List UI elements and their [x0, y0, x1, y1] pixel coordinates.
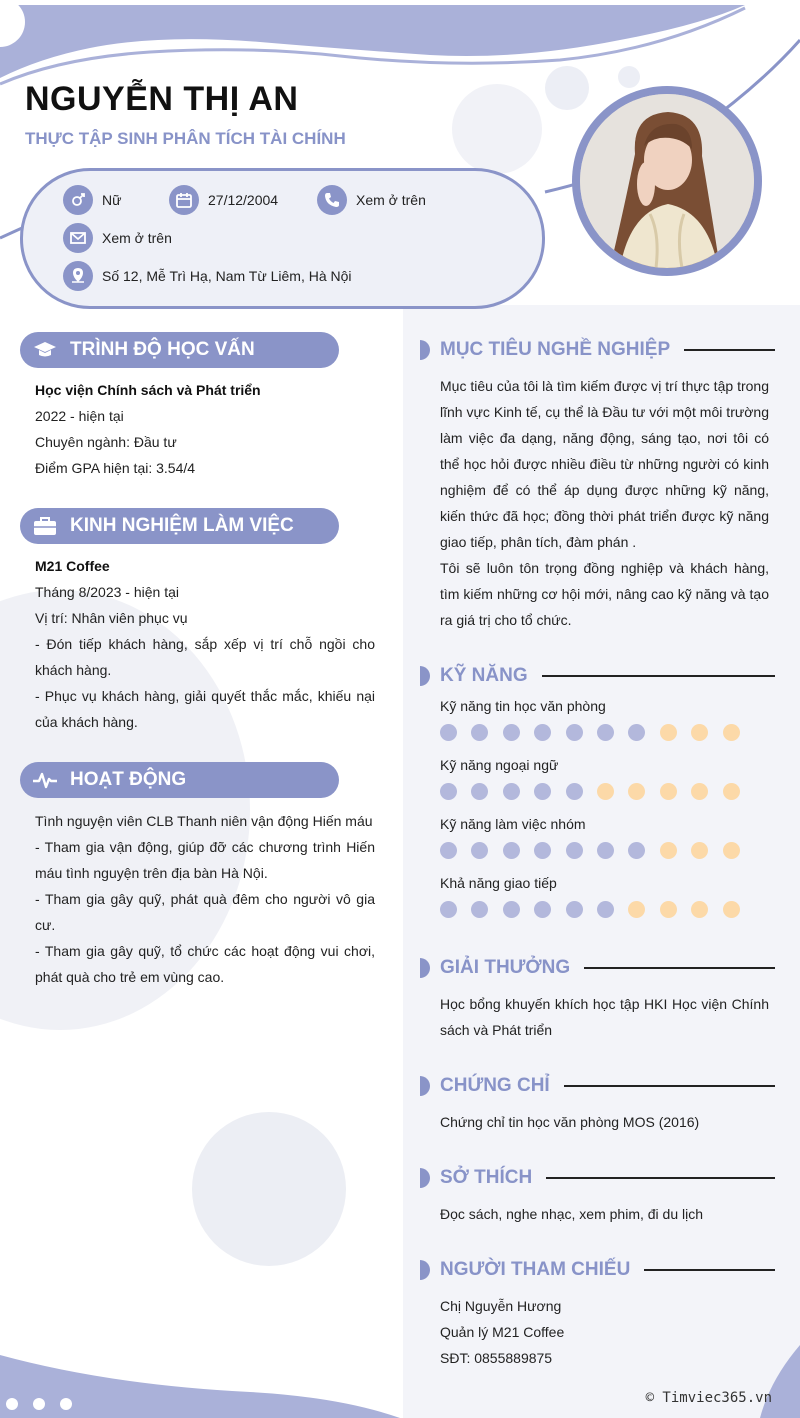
skill-rating-dot	[628, 783, 645, 800]
skill-rating-dot	[597, 842, 614, 859]
experience-period: Tháng 8/2023 - hiện tại	[35, 584, 179, 600]
experience-content	[35, 553, 375, 735]
half-circle-marker	[420, 666, 430, 686]
reference-role: Quản lý M21 Coffee	[440, 1324, 565, 1340]
skill-rating-dot	[723, 842, 740, 859]
half-circle-marker	[420, 340, 430, 360]
skill-rating-dot	[566, 783, 583, 800]
skill-rating	[440, 901, 754, 918]
half-circle-marker	[420, 1168, 430, 1188]
skill-label: Kỹ năng tin học văn phòng	[440, 698, 606, 714]
awards-title: GIẢI THƯỞNG	[440, 957, 571, 978]
mail-icon	[63, 223, 93, 253]
skill-rating-dot	[566, 842, 583, 859]
education-title: TRÌNH ĐỘ HỌC VẤN	[70, 339, 255, 360]
skill-rating-dot	[440, 842, 457, 859]
skill-rating-dot	[660, 901, 677, 918]
phone-icon	[317, 185, 347, 215]
skill-rating-dot	[628, 842, 645, 859]
skill-rating-dot	[471, 901, 488, 918]
activity-item: - Tham gia vận động, giúp đỡ các chương trình Hiến máu tình nguyện trên địa bàn Hà Nội.	[35, 839, 375, 881]
experience-position: Vị trí: Nhân viên phục vụ	[35, 610, 188, 626]
activity-role: Tình nguyện viên CLB Thanh niên vận động Hiến máu	[35, 813, 373, 829]
skill-rating-dot	[660, 724, 677, 741]
skill-label: Kỹ năng làm việc nhóm	[440, 816, 586, 832]
skill-rating	[440, 724, 754, 741]
school-name: Học viện Chính sách và Phát triển	[35, 382, 261, 398]
activity-item: - Tham gia gây quỹ, tổ chức các hoạt động vui chơi, phát quà cho trẻ em vùng cao.	[35, 943, 375, 985]
skill-rating-dot	[691, 724, 708, 741]
hobbies-title: SỞ THÍCH	[440, 1167, 533, 1188]
skill-rating-dot	[691, 901, 708, 918]
reference-title: NGƯỜI THAM CHIẾU	[440, 1259, 631, 1280]
skill-rating-dot	[660, 783, 677, 800]
phone-item	[317, 185, 426, 215]
education-gpa: Điểm GPA hiện tại: 3.54/4	[35, 460, 196, 476]
skill-rating-dot	[597, 783, 614, 800]
experience-duty: - Đón tiếp khách hàng, sắp xếp vị trí chỗ ngồi cho khách hàng.	[35, 636, 375, 678]
activities-section-header	[20, 762, 339, 798]
divider-line	[684, 349, 775, 351]
graduation-cap-icon	[20, 340, 70, 360]
education-section-header	[20, 332, 339, 368]
activity-item: - Tham gia gây quỹ, phát quà đêm cho người vô gia cư.	[35, 891, 375, 933]
skill-rating-dot	[723, 901, 740, 918]
reference-phone: SĐT: 0855889875	[440, 1350, 553, 1366]
skill-rating-dot	[597, 724, 614, 741]
skill-rating-dot	[534, 783, 551, 800]
footer-dots	[6, 1398, 87, 1410]
skill-rating-dot	[660, 842, 677, 859]
birthday-text: 27/12/2004	[208, 192, 279, 208]
objective-content	[440, 373, 769, 633]
half-circle-marker	[420, 1076, 430, 1096]
skills-title: KỸ NĂNG	[440, 665, 528, 686]
divider-line	[546, 1177, 775, 1179]
calendar-icon	[169, 185, 199, 215]
hobbies-section-header	[420, 1163, 775, 1193]
awards-section-header	[420, 953, 775, 983]
activities-content	[35, 808, 375, 990]
skill-rating-dot	[440, 783, 457, 800]
certificates-section-header	[420, 1071, 775, 1101]
certificate-text: Chứng chỉ tin học văn phòng MOS (2016)	[440, 1114, 700, 1130]
skill-rating-dot	[723, 783, 740, 800]
candidate-name: NGUYỄN THỊ AN	[25, 80, 299, 118]
reference-content	[440, 1293, 769, 1371]
experience-title: KINH NGHIỆM LÀM VIỆC	[70, 515, 294, 536]
pulse-icon	[20, 771, 70, 789]
objective-paragraph: Tôi sẽ luôn tôn trọng đồng nghiệp và khách hàng, tìm kiếm những cơ hội mới, nâng cao kỹ năng và tạo ra giá trị cho tổ chức.	[440, 560, 769, 628]
gender-text: Nữ	[102, 192, 122, 208]
skill-rating-dot	[503, 842, 520, 859]
education-period: 2022 - hiện tại	[35, 408, 124, 424]
gender-icon	[63, 185, 93, 215]
skill-rating-dot	[503, 724, 520, 741]
footer-brand: © Timviec365.vn	[645, 1390, 772, 1406]
hobbies-text: Đọc sách, nghe nhạc, xem phim, đi du lịch	[440, 1206, 704, 1222]
skill-rating-dot	[503, 783, 520, 800]
skill-rating-dot	[440, 724, 457, 741]
activities-title: HOẠT ĐỘNG	[70, 769, 187, 790]
objective-title: MỤC TIÊU NGHỀ NGHIỆP	[440, 339, 671, 360]
phone-text: Xem ở trên	[356, 192, 426, 208]
briefcase-icon	[20, 516, 70, 536]
skill-rating-dot	[471, 783, 488, 800]
email-text: Xem ở trên	[102, 230, 172, 246]
skill-label: Kỹ năng ngoại ngữ	[440, 757, 559, 773]
reference-section-header	[420, 1255, 775, 1285]
skill-rating-dot	[440, 901, 457, 918]
skill-rating	[440, 842, 754, 859]
skill-rating-dot	[534, 901, 551, 918]
objective-paragraph: Mục tiêu của tôi là tìm kiếm được vị trí thực tập trong lĩnh vực Kinh tế, cụ thể là Đầu tư với một môi trường làm việc đa dạng, năng động, sáng tạo, nơi tôi có thể học hỏi được nhiều điều từ những người có kinh nghiệm để có thể áp dụng được những kỹ năng, kiến thức đã học; đồng thời phát triển được kỹ năng giao tiếp, phân tích, đàm phán .	[440, 378, 769, 550]
experience-section-header	[20, 508, 339, 544]
skill-rating-dot	[628, 724, 645, 741]
objective-section-header	[420, 335, 775, 365]
divider-line	[542, 675, 775, 677]
gender-item	[63, 185, 121, 215]
divider-line	[644, 1269, 775, 1271]
skill-rating-dot	[534, 842, 551, 859]
education-content	[35, 377, 375, 481]
certificates-content	[440, 1109, 769, 1135]
skill-rating	[440, 783, 754, 800]
skill-label: Khả năng giao tiếp	[440, 875, 557, 891]
education-major: Chuyên ngành: Đầu tư	[35, 434, 177, 450]
skill-rating-dot	[503, 901, 520, 918]
skill-rating-dot	[723, 724, 740, 741]
award-text: Học bổng khuyến khích học tập HKI Học viện Chính sách và Phát triển	[440, 996, 769, 1038]
address-item	[63, 261, 352, 291]
experience-duty: - Phục vụ khách hàng, giải quyết thắc mắc, khiếu nại của khách hàng.	[35, 688, 375, 730]
half-circle-marker	[420, 1260, 430, 1280]
skill-rating-dot	[691, 842, 708, 859]
skill-rating-dot	[471, 842, 488, 859]
certificates-title: CHỨNG CHỈ	[440, 1075, 550, 1096]
skill-rating-dot	[566, 724, 583, 741]
divider-line	[584, 967, 775, 969]
awards-content	[440, 991, 769, 1043]
skill-rating-dot	[566, 901, 583, 918]
hobbies-content	[440, 1201, 769, 1227]
profile-photo	[580, 94, 754, 268]
birthday-item	[169, 185, 278, 215]
skill-rating-dot	[471, 724, 488, 741]
company-name: M21 Coffee	[35, 558, 110, 574]
footer-dot	[6, 1398, 18, 1410]
job-title: THỰC TẬP SINH PHÂN TÍCH TÀI CHÍNH	[25, 129, 346, 148]
profile-photo-frame	[572, 86, 762, 276]
location-pin-icon	[63, 261, 93, 291]
footer-dot	[33, 1398, 45, 1410]
skills-section-header	[420, 661, 775, 691]
skill-rating-dot	[597, 901, 614, 918]
email-item	[63, 223, 172, 253]
address-text: Số 12, Mễ Trì Hạ, Nam Từ Liêm, Hà Nội	[102, 268, 352, 284]
skill-rating-dot	[628, 901, 645, 918]
skill-rating-dot	[534, 724, 551, 741]
reference-name: Chị Nguyễn Hương	[440, 1298, 562, 1314]
half-circle-marker	[420, 958, 430, 978]
divider-line	[564, 1085, 775, 1087]
skill-rating-dot	[691, 783, 708, 800]
footer-dot	[60, 1398, 72, 1410]
